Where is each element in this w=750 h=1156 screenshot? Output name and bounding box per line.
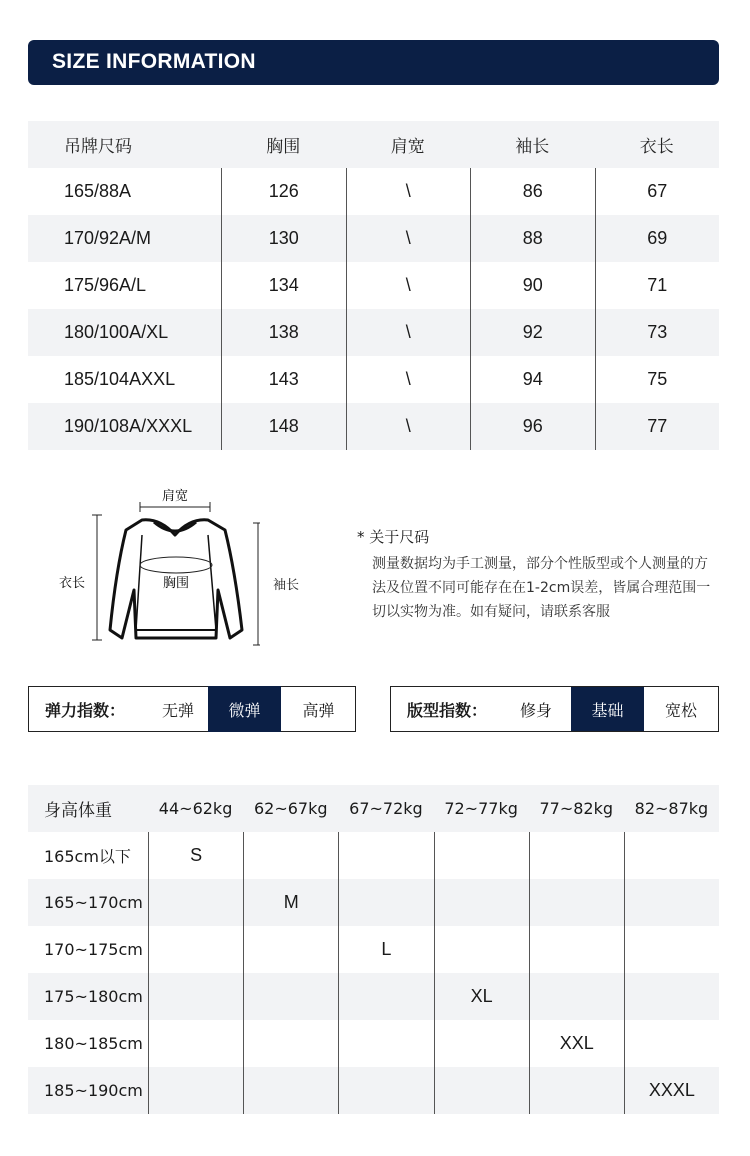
table-row [28, 879, 719, 926]
size-cell [148, 926, 243, 973]
size-cell [148, 879, 243, 926]
size-note-text: 测量数据均为手工测量，部分个性版型或个人测量的方法及位置不同可能存在在1-2cm误差，皆属合理范围一切以实物为准。如有疑问，请联系客服 [372, 556, 711, 620]
size-cell [148, 973, 243, 1020]
fit-label: 版型指数： [407, 700, 488, 720]
size-cell [243, 1067, 338, 1114]
header-tag-size: 吊牌尺码 [64, 137, 132, 157]
chest-cell: 134 [221, 262, 346, 309]
fit-index [390, 686, 719, 732]
table-row [28, 215, 719, 262]
size-cell [624, 926, 719, 973]
shoulder-cell: \ [346, 168, 471, 215]
size-cell [338, 1067, 433, 1114]
elasticity-option-none: 无弹 [161, 700, 194, 720]
size-cell [338, 879, 433, 926]
size-cell [529, 1067, 624, 1114]
sleeve-cell: 96 [470, 403, 595, 450]
chest-cell: 130 [221, 215, 346, 262]
size-cell [338, 832, 433, 879]
chest-cell: 148 [221, 403, 346, 450]
header-sleeve: 袖长 [515, 137, 550, 157]
elasticity-option-slight: 微弹 [208, 686, 281, 732]
weight-header: 44~62kg [158, 799, 233, 818]
size-cell [243, 973, 338, 1020]
size-cell [434, 1020, 529, 1067]
size-cell [624, 973, 719, 1020]
size-table [28, 121, 719, 450]
fit-option-regular: 基础 [571, 687, 644, 731]
elasticity-label: 弹力指数： [45, 700, 126, 720]
size-cell: 185/104AXXL [64, 369, 176, 389]
table-row [28, 1067, 719, 1114]
sleeve-cell: 94 [470, 356, 595, 403]
shoulder-cell: \ [346, 309, 471, 356]
size-cell [434, 832, 529, 879]
weight-header: 77~82kg [539, 799, 614, 818]
hw-corner: 身高体重 [44, 801, 112, 821]
chest-cell: 143 [221, 356, 346, 403]
size-cell [243, 926, 338, 973]
size-cell [434, 926, 529, 973]
size-table-header [28, 121, 719, 168]
size-cell [624, 832, 719, 879]
weight-header: 62~67kg [253, 799, 328, 818]
length-cell: 69 [595, 215, 720, 262]
chest-cell: 138 [221, 309, 346, 356]
elasticity-options [28, 686, 356, 732]
size-cell: 165/88A [64, 181, 132, 201]
size-cell: 170/92A/M [64, 228, 152, 248]
size-cell [529, 926, 624, 973]
size-cell [338, 1020, 433, 1067]
banner-title: SIZE INFORMATION [52, 50, 256, 73]
header-chest: 胸围 [266, 137, 301, 157]
size-cell [243, 832, 338, 879]
length-label: 衣长 [58, 576, 86, 591]
height-cell: 185~190cm [44, 1081, 143, 1100]
size-cell [148, 1067, 243, 1114]
size-cell: L [338, 926, 433, 973]
hw-header [28, 785, 719, 832]
size-cell: 175/96A/L [64, 275, 147, 295]
height-cell: 165cm以下 [44, 847, 131, 866]
size-cell [529, 973, 624, 1020]
shoulder-cell: \ [346, 262, 471, 309]
sleeve-cell: 90 [470, 262, 595, 309]
height-cell: 170~175cm [44, 940, 143, 959]
table-row [28, 262, 719, 309]
chest-cell: 126 [221, 168, 346, 215]
height-cell: 175~180cm [44, 987, 143, 1006]
length-cell: 77 [595, 403, 720, 450]
sleeve-cell: 88 [470, 215, 595, 262]
size-information-banner [28, 40, 719, 85]
size-cell: S [148, 832, 243, 879]
size-cell: XXXL [624, 1067, 719, 1114]
header-shoulder: 肩宽 [390, 137, 425, 157]
table-row [28, 168, 719, 215]
height-weight-table [28, 785, 719, 1114]
shoulder-cell: \ [346, 356, 471, 403]
size-cell [338, 973, 433, 1020]
table-row [28, 403, 719, 450]
size-cell [529, 879, 624, 926]
height-cell: 180~185cm [44, 1034, 143, 1053]
elasticity-option-high: 高弹 [302, 700, 335, 720]
size-cell: 180/100A/XL [64, 322, 169, 342]
chest-label: 胸围 [162, 576, 190, 591]
size-cell [624, 879, 719, 926]
length-cell: 75 [595, 356, 720, 403]
size-cell [434, 1067, 529, 1114]
size-cell: M [243, 879, 338, 926]
size-cell [624, 1020, 719, 1067]
length-cell: 71 [595, 262, 720, 309]
height-cell: 165~170cm [44, 893, 143, 912]
table-row [28, 1020, 719, 1067]
size-cell: 190/108A/XXXL [64, 416, 193, 436]
size-cell: XXL [529, 1020, 624, 1067]
table-row [28, 973, 719, 1020]
sleeve-cell: 92 [470, 309, 595, 356]
shoulder-cell: \ [346, 215, 471, 262]
header-length: 衣长 [639, 137, 674, 157]
shoulder-cell: \ [346, 403, 471, 450]
size-cell [148, 1020, 243, 1067]
weight-header: 67~72kg [349, 799, 423, 818]
size-note-title: * 关于尺码 [357, 528, 430, 546]
table-row [28, 832, 719, 879]
fit-option-slim: 修身 [519, 700, 552, 720]
garment-measurement-diagram [50, 480, 260, 655]
table-row [28, 356, 719, 403]
fit-option-loose: 宽松 [664, 700, 697, 720]
sleeve-label: 袖长 [273, 578, 300, 593]
size-cell [243, 1020, 338, 1067]
size-cell [529, 832, 624, 879]
table-row [28, 309, 719, 356]
size-cell [434, 879, 529, 926]
length-cell: 67 [595, 168, 720, 215]
length-cell: 73 [595, 309, 720, 356]
weight-header: 82~87kg [634, 799, 709, 818]
weight-header: 72~77kg [444, 799, 518, 818]
sleeve-cell: 86 [470, 168, 595, 215]
size-cell: XL [434, 973, 529, 1020]
shoulder-label: 肩宽 [161, 489, 189, 504]
table-row [28, 926, 719, 973]
